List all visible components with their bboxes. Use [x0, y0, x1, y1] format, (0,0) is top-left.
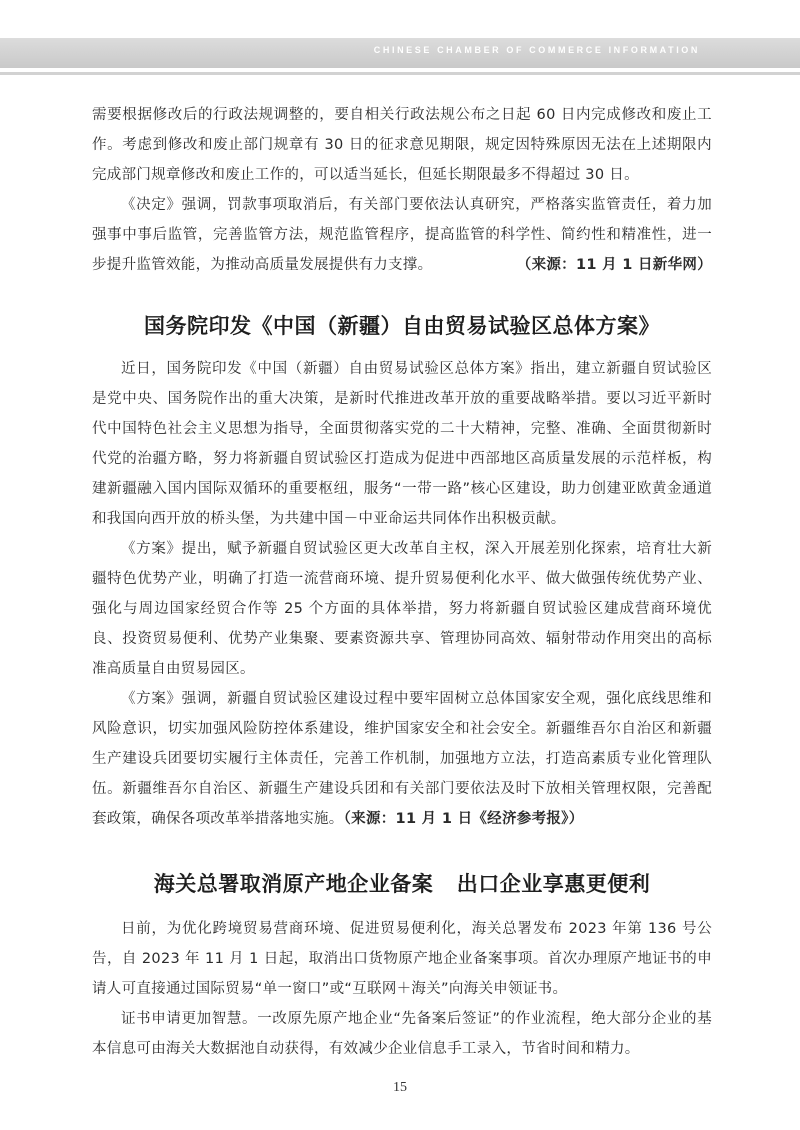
intro-paragraph-2 [92, 190, 712, 280]
article-title-xinjiang: 国务院印发《中国（新疆）自由贸易试验区总体方案》 [144, 314, 660, 338]
page-number: 15 [393, 1080, 407, 1095]
customs-title-part-1: 海关总署取消原产地企业备案 [153, 872, 434, 896]
article-title-customs [92, 868, 712, 898]
xinjiang-paragraph-3-text: 《方案》强调，新疆自贸试验区建设过程中要牢固树立总体国家安全观，强化底线思维和风险意识，切实加强风险防控体系建设，维护国家安全和社会安全。新疆维吾尔自治区和新疆生产建设兵团要切实履行主体责任，完善工作机制，加强地方立法，打造高素质专业化管理队伍。新疆维吾尔自治区、新疆生产建设兵团和有关部门要依法及时下放相关管理权限，完善配套政策，确保各项改革举措落地实施。 [92, 691, 712, 827]
xinjiang-paragraph-2: 《方案》提出，赋予新疆自贸试验区更大改革自主权，深入开展差别化探索，培育壮大新疆特色优势产业，明确了打造一流营商环境、提升贸易便利化水平、做大做强传统优势产业、强化与周边国家经贸合作等 25 个方面的具体举措，努力将新疆自贸试验区建成营商环境优良、投资贸易便利、优势产业集聚、要素资源共享、管理协同高效、辐射带动作用突出的高标准高质量自由贸易园区。 [92, 541, 712, 677]
customs-paragraph-2: 证书申请更加智慧。一改原先原产地企业“先备案后签证”的作业流程，绝大部分企业的基本信息可由海关大数据池自动获得，有效减少企业信息手工录入，节省时间和精力。 [92, 1011, 712, 1057]
intro-paragraph-2-text: 《决定》强调，罚款事项取消后，有关部门要依法认真研究，严格落实监管责任，着力加强事中事后监管，完善监管方法，规范监管程序，提高监管的科学性、简约性和精准性，进一步提升监管效能，为推动高质量发展提供有力支撑。 [92, 197, 712, 273]
customs-paragraph-1: 日前，为优化跨境贸易营商环境、促进贸易便利化，海关总署发布 2023 年第 136 号公告，自 2023 年 11 月 1 日起，取消出口货物原产地企业备案事项。首次办理原产地证书的申请人可直接通过国际贸易“单一窗口”或“互联网＋海关”向海关申领证书。 [92, 921, 712, 997]
intro-paragraph-1: 需要根据修改后的行政法规调整的，要自相关行政法规公布之日起 60 日内完成修改和废止工作。考虑到修改和废止部门规章有 30 日的征求意见期限，规定因特殊原因无法在上述期限内完成部门规章修改和废止工作的，可以适当延长，但延长期限最多不得超过 30 日。 [92, 107, 712, 183]
page-content [92, 100, 712, 1064]
intro-source: （来源：11 月 1 日新华网） [516, 257, 712, 273]
running-title: CHINESE CHAMBER OF COMMERCE INFORMATION [373, 45, 700, 55]
header-divider [0, 72, 800, 75]
xinjiang-paragraph-3 [92, 684, 712, 834]
customs-title-part-2: 出口企业享惠更便利 [456, 872, 651, 896]
xinjiang-source: （来源：11 月 1 日《经济参考报》） [343, 811, 584, 827]
xinjiang-paragraph-1: 近日，国务院印发《中国（新疆）自由贸易试验区总体方案》指出，建立新疆自贸试验区是党中央、国务院作出的重大决策，是新时代推进改革开放的重要战略举措。要以习近平新时代中国特色社会主义思想为指导，全面贯彻落实党的二十大精神，完整、准确、全面贯彻新时代党的治疆方略，努力将新疆自贸试验区打造成为促进中西部地区高质量发展的示范样板，构建新疆融入国内国际双循环的重要枢纽，服务“一带一路”核心区建设，助力创建亚欧黄金通道和我国向西开放的桥头堡，为共建中国－中亚命运共同体作出积极贡献。 [92, 361, 712, 527]
